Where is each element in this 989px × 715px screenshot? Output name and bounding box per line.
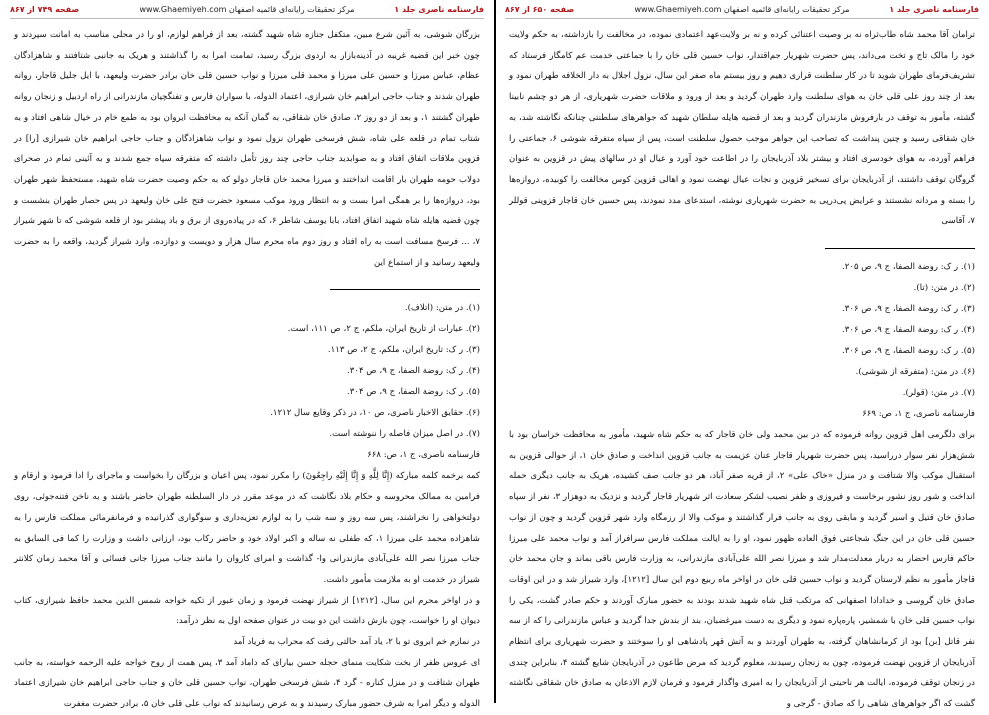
body-paragraph: و در اواخر محرم این سال، [۱۲۱۲] از شیراز نهضت فرمود و زمان عبور از تکیه خواجه شمس الدین محمد حافظ شیرازی، کتاب دیوان او را خواست، چون بازش داشت این دو بیت در عنوان صفحه اول به نظر درآمد: [14, 595, 480, 627]
source-reference: فارسنامه ناصری، ج ۱، ص: ۶۶۸ [367, 450, 480, 461]
poem-verse: در نمازم خم ابروی تو با ۲، یاد آمد حالتی رفت که محراب به فریاد آمد [233, 637, 480, 648]
body-paragraph: ترامان آقا محمد شاه طاب‌ثراه نه بر وصیت اعتنائی کرده و نه بر ولایت‌عهد اعتمادی نموده، در مخالفت را بازداشته، به حکم ولایت خود را مالک تاج و تخت می‌داند، پس حضرت شهریار جم‌اقتدار، نواب حسین قلی خان را با جماعتی خدمت عم کامگار فرستاد که تشریف‌فرمای طهران شوید تا در کار سلطنت قراری دهیم و روز بیستم ماه صفر این سال، نزول اجلال به دار الخلافه طهران نمود و بعد از چند روز علی قلی خان به هوای سلطنت وارد طهران گردید و بعد از ورود و ملاقات حضرت شهریاری، از هر دو چشم نابینا گشته، مأمور به توقف در بارفروش مازندران گردید و بعد از قضیه هایله سلطان شهید که جواهرهای سلطنتی چنانکه نگاشته شد، به خان شقاقی رسید و چنین پنداشت که تصاحب این جواهر موجب حصول سلطنت است، پس از سپاه متفرقه شوشی ۶، جماعتی را فراهم آورده، به هوای خودسری افتاد و بیشتر بلاد آذربایجان را در اطاعت خود آورد و عیال او در سالهای پیش در قزوین به عنوان گروگان توقف داشتند، از آذربایجان برای تسخیر قزوین و نجات عیال نهضت نمود و اهالی قزوین کوس مخالفت را کوبیده، دروازه‌ها را بسته و مردانه نشستند و عرایض پی‌درپی به حضرت شهریاری نوشته، استدعای مدد نمودند، پس حسین خان قاجار قزوینی قوللر ۷، آقاسی [509, 30, 976, 227]
page-left [0, 0, 494, 710]
footnote: (۳). ر ک: تاریخ ایران، ملکم، ج ۲، ص ۱۱۳. [327, 345, 480, 356]
page-header [505, 4, 979, 16]
site-credit: مرکز تحقیقات رایانه‌ای قائمیه اصفهان www.Ghaemiyeh.com [634, 5, 850, 14]
page-current: ۷۴۹ [37, 5, 53, 14]
page-right [495, 0, 989, 710]
page-of: از [522, 5, 530, 14]
body-paragraph: برای دلگرمی اهل قزوین روانه فرموده که در بین محمد ولی خان قاجار که به حکم شاه شهید، مأمور به محافظت خراسان بود با شش‌هزار نفر سوار درراسید، پس حضرت شهریار قاجار عنان عزیمت به جانب قزوین انداخت و صادق خان ۱، از حوالی قزوین به استقبال موکب والا شتافت و در منزل «خاک علی» ۲، از قریه صفر آباد، هر دو جانب صف کشیده، هریک به جانب دیگری حمله انداخت و شور روز نشور برخاست و فیروزی و ظفر نصیب لشکر سعادت اثر شهریار قاجار گردید و نزدیک به دوهزار ۳، نفر از سپاه صادق خان قتیل و اسیر گردید و مابقی روی به جانب فرار گذاشتند و موکب والا از رزمگاه وارد شهر قزوین گردید و چون از نواب حسین قلی خان در این جنگ شجاعتی فوق العاده ظهور نمود، او را به ایالت مملکت فارس سرافراز آمد و نواب محمد علی میرزا حاکم فارس احضار به دربار معدلت‌مدار شد و میرزا نصر الله علی‌آبادی مازندرانی، به وزارت فارس باقی بماند و جان محمد خان قاجار مأمور به نظم لارستان گردید و نواب حسین قلی خان در اواخر ماه ربیع دوم این سال [۱۲۱۲]، وارد شیراز شد و در این اوقات صادق خان گروسی و خدادادا اصفهانی که مرتکب قتل شاه شهید شدند بودند به حضور مبارک آوردند و حکم صادر گشت، یکی را نواب حسین قلی خان با شمشیر، پاره‌پاره نمود و دیگری به دست میرغضبان، بند از بندش جدا گردید و عباس مازندرانی را که از سه نفر قاتل [بن] بود از کرمانشاهان گرفته، به طهران آوردند و به آتش قهر پادشاهی او را سوختند و حضرت شهریاری برای انتظام آذربایجان از قزوین نهضت فرموده، چون به زنجان رسیدند، معلوم گردید که مرض طاعون در آذربایجان شایع گشته ۴، بنابراین چندی در زنجان توقف فرموده، ایالت هر ناحیتی از آذربایجان را به امیری واگذار فرمود و فرمان لازم الاذعان به صادق خان شقاقی نگاشته گشت که اگر جواهرهای شاهی را که صادق - گرجی و [509, 430, 975, 710]
footnote: (۶). در متن: (متفرقه از شوشی). [855, 367, 975, 378]
body-paragraph: بزرگان شوشی، به آئین شرع مبین، متکفل جنازه شاه شهید گشته، بعد از فراهم لوازم، او را در محلی مناسب به امانت سپردند و چون خبر این قضیه غریبه در آدینه‌بازار به اردوی بزرگ رسید، تمامت امرا به را گذاشتند و هریک به جانبی شتافتند و شاهزادگان عظام، عباس میرزا و حسین علی میرزا و محمد قلی میرزا و نواب حسین قلی خان برادر حضرت ولیعهد، با ایل جلیل قاجار، روانه طهران شدند و جناب حاجی ابراهیم خان شیرازی، اعتماد الدوله، با سواران فارس و تفنگچیان مازندرانی از راه اردبیل و زنجان روانه طهران گشتند ۱، و بعد از دو روز ۲، صادق خان شقاقی، به گمان آنکه به محافظت ایروان بود به طمع خام در خیال شاهی افتاد و به شتاب تمام در قلعه علی شاه، شش فرسخی طهران نزول نمود و نواب شاهزادگان و جناب حاجی ابراهیم خان شیرازی [را] در قزوین ملاقات اتفاق افتاد و به صوابدید جناب حاجی چند روز تأمل داشته که متفرقه سپاه جمع شدند و به آئینی تمام در صحرای دولاب حومه طهران بار اقامت انداختند و میرزا محمد خان قاجار دولو که به حکم وصیت حضرت شاه شهید، مستحفظ شهر طهران بود، دروازه‌ها را بر همگی امرا بست و به انتظار ورود موکب مسعود حضرت فتح علی خان ولیعهد در پس حصار طهران بنشست و چون قضیه هایله شاه شهید اتفاق افتاد، بابا یوسف شاطر ۶، که در پیاده‌روی از برق و باد پیشتر بود از قلعه شوشی که تا شهر شیراز ۷، ... فرسخ مسافت است به راه افتاد و روز دوم ماه محرم سال هزار و دویست و دوازده، وارد شیراز گردید، واقعه را به حضرت ولیعهد رسانید و از استماع این [14, 30, 480, 268]
page-label: صفحه [55, 5, 80, 14]
page-body [14, 25, 480, 710]
footnote: (۲). در متن: (تا). [913, 283, 975, 294]
footnote-divider [330, 289, 480, 290]
header-divider [505, 18, 979, 19]
footnote: (۲). عبارات از تاریخ ایران، ملکم، ج ۲، ص ۱۱۱، است. [287, 324, 480, 335]
footnote: (۷). در اصل میزان فاصله را ننوشته است. [329, 429, 480, 440]
body-paragraph: ای عروس ظفر از بخت شکایت منمای حجله حسن بیارای که داماد آمد ۳، پس همت از روح خواجه علیه الرحمه خواسته، به جانب طهران شتافت و در منزل کناره - گرد ۴، شش فرسخی طهران، نواب حسین قلی خان و جناب حاجی ابراهیم خان شیرازی اعتماد الدوله و دیگر امرا به شرف حضور مبارک رسیدند و به عرض رسانیدند که نواب علی قلی خان ۵، برادر حضرت مغفرت [14, 657, 480, 710]
header-divider [10, 18, 484, 19]
book-title: فارسنامه ناصری جلد ۱ [394, 5, 484, 14]
page-of: از [27, 5, 35, 14]
page-label: صفحه [550, 5, 575, 14]
page-header [10, 4, 484, 16]
footnote: (۴). ر ک: روضة الصفا، ج ۹، ص ۳۰۶. [841, 325, 975, 336]
body-paragraph: کمه برخمه کلمه مبارکه (إِنَّا لِلَّهِ وَ إِنَّا إِلَيْهِ راجِعُونَ) را مکرر نمود، پس اعیان و بزرگان را بخواست و ماجرای را ادا فرمود و ارقام و فرامین به ممالک محروسه و حکام بلاد نگاشت که در موعد مقرر در دار السلطنه طهران حاضر باشند و به ناخن فتنه‌جوئی، روی دولتخواهی را نخراشند، پس سه روز و سه شب را به لوازم تعزیه‌داری و سوگواری گذرانیده و فرمانفرمائی مملکت فارس را به شاهزاده محمد علی میرزا ۱، که طفلی نه ساله و اکبر اولاد خود و حاضر رکاب بود، ارزانی داشت و وزارت را کما فی السابق به جناب میرزا نصر الله علی‌آبادی مازندرانی وا- گذاشت و امرای کاروان را مانند جناب میرزا جانی فسائی و آقا محمد زمان کلانتر شیراز در خدمت او به ملازمت مأمور داشت. [14, 471, 480, 585]
page-counter [10, 4, 79, 16]
footnote: (۱). ر ک: روضة الصفا، ج ۹، ص ۲۰۵. [841, 262, 975, 273]
footnote-divider [825, 248, 975, 249]
site-credit: مرکز تحقیقات رایانه‌ای قائمیه اصفهان www.Ghaemiyeh.com [139, 5, 355, 14]
page-counter [505, 4, 574, 16]
page-total: ۸۶۷ [505, 5, 520, 14]
footnote: (۵). ر ک: روضة الصفا، ج ۹، ص ۳۰۶. [841, 346, 975, 357]
page-body [509, 25, 976, 710]
footnote: (۵). ر ک: روضة الصفا، ج ۹، ص ۳۰۴. [346, 387, 480, 398]
source-reference: فارسنامه ناصری، ج ۱، ص: ۶۶۹ [862, 409, 975, 420]
footnote: (۴). ر ک: روضة الصفا، ج ۹، ص ۳۰۴. [346, 366, 480, 377]
book-title: فارسنامه ناصری جلد ۱ [889, 5, 979, 14]
page-current: ۶۵۰ [532, 5, 548, 14]
footnote: (۱). در متن: (اتلاف). [404, 303, 480, 314]
page-total: ۸۶۷ [10, 5, 25, 14]
footnote: (۳). ر ک: روضة الصفا، ج ۹، ص ۳۰۶. [841, 304, 975, 315]
footnote: (۶). حقایق الاخبار ناصری، ص ۱۰، در ذکر وقایع سال ۱۲۱۲. [270, 408, 480, 419]
footnote: (۷). در متن: (قولر). [902, 388, 975, 399]
